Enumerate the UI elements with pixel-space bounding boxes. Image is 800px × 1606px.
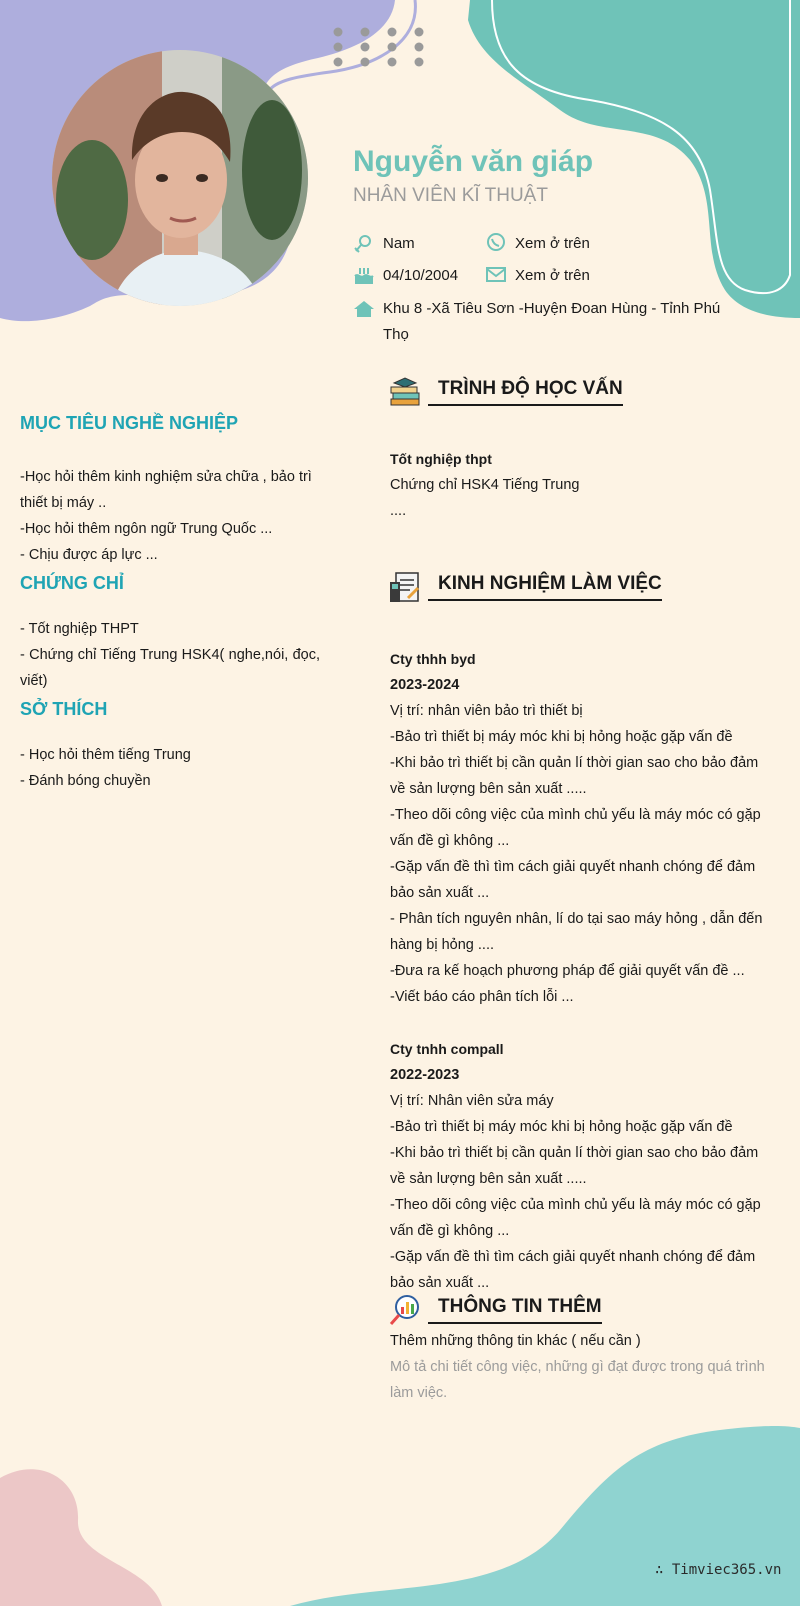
chart-magnifier-icon xyxy=(388,1293,422,1327)
job-company: Cty tnhh compall xyxy=(390,1041,504,1057)
info-address xyxy=(353,296,723,348)
job-line: -Bảo trì thiết bị máy móc khi bị hỏng hoặc gặp vấn đề xyxy=(390,729,733,745)
job-line: -Theo dõi công việc của mình chủ yếu là máy móc có gặp vấn đề gì không ... xyxy=(390,1197,761,1239)
home-icon xyxy=(353,298,375,320)
phone-icon xyxy=(485,232,507,254)
objective-line: -Học hỏi thêm kinh nghiệm sửa chữa , bảo trì thiết bị máy .. xyxy=(20,469,312,511)
education-heading xyxy=(388,375,623,409)
avatar-photo xyxy=(52,50,308,306)
job-title: NHÂN VIÊN KĨ THUẬT xyxy=(353,185,548,206)
education-line: .... xyxy=(390,503,407,519)
job-line: Vị trí: nhân viên bảo trì thiết bị xyxy=(390,703,583,719)
candidate-name: Nguyễn văn giáp xyxy=(353,145,594,178)
extra-line: Thêm những thông tin khác ( nếu cần ) xyxy=(390,1333,641,1349)
job-line: -Viết báo cáo phân tích lỗi ... xyxy=(390,989,574,1005)
books-icon xyxy=(388,375,422,409)
email-text: Xem ở trên xyxy=(515,266,590,284)
objective-title: MỤC TIÊU NGHỀ NGHIỆP xyxy=(20,413,239,433)
experience-section xyxy=(390,646,770,1296)
experience-title: KINH NGHIỆM LÀM VIỆC xyxy=(428,573,662,601)
info-birthday xyxy=(353,264,458,286)
extra-hint: Mô tả chi tiết công việc, những gì đạt được trong quá trình làm việc. xyxy=(390,1359,765,1401)
extra-section xyxy=(390,1328,775,1406)
left-column xyxy=(20,410,320,794)
job-line: -Theo dõi công việc của mình chủ yếu là máy móc có gặp vấn đề gì không ... xyxy=(390,807,761,849)
hobby-line: - Đánh bóng chuyền xyxy=(20,773,151,789)
job-line: Vị trí: Nhân viên sửa máy xyxy=(390,1093,554,1109)
info-email xyxy=(485,264,590,286)
email-icon xyxy=(485,264,507,286)
job-line: -Đưa ra kế hoạch phương pháp để giải quyết vấn đề ... xyxy=(390,963,745,979)
job-entry xyxy=(390,646,770,1010)
extra-title: THÔNG TIN THÊM xyxy=(428,1296,602,1324)
job-line: -Gặp vấn đề thì tìm cách giải quyết nhanh chóng để đảm bảo sản xuất ... xyxy=(390,859,756,901)
certificate-line: - Tốt nghiệp THPT xyxy=(20,621,139,637)
pink-blob xyxy=(0,1469,162,1606)
watermark: ∴ Timviec365.vn xyxy=(655,1562,782,1578)
address-text: Khu 8 -Xã Tiêu Sơn -Huyện Đoan Hùng - Tỉnh Phú Thọ xyxy=(383,300,721,343)
bottom-teal-blob xyxy=(290,1426,800,1606)
objective-line: - Chịu được áp lực ... xyxy=(20,547,158,563)
phone-text: Xem ở trên xyxy=(515,234,590,252)
extra-heading xyxy=(388,1293,602,1327)
job-line: - Phân tích nguyên nhân, lí do tại sao máy hỏng , dẫn đến hàng bị hỏng .... xyxy=(390,911,763,953)
job-period: 2023-2024 xyxy=(390,677,460,693)
avatar xyxy=(52,50,308,306)
job-entry xyxy=(390,1036,770,1296)
certificate-line: - Chứng chỉ Tiếng Trung HSK4( nghe,nói, đọc, viết) xyxy=(20,647,320,689)
education-title: TRÌNH ĐỘ HỌC VẤN xyxy=(428,378,623,406)
job-period: 2022-2023 xyxy=(390,1067,460,1083)
gender-icon xyxy=(353,232,375,254)
job-line: -Bảo trì thiết bị máy móc khi bị hỏng hoặc gặp vấn đề xyxy=(390,1119,733,1135)
job-line: -Khi bảo trì thiết bị cần quản lí thời gian sao cho bảo đảm về sản lượng bên sản xuất ..... xyxy=(390,755,759,797)
birthday-text: 04/10/2004 xyxy=(383,266,459,284)
info-gender xyxy=(353,232,415,254)
education-section xyxy=(390,446,770,524)
job-line: -Khi bảo trì thiết bị cần quản lí thời gian sao cho bảo đảm về sản lượng bên sản xuất ..... xyxy=(390,1145,759,1187)
gender-text: Nam xyxy=(383,234,415,252)
header-block xyxy=(353,142,783,210)
certificates-title: CHỨNG CHỈ xyxy=(20,573,124,593)
job-line: -Gặp vấn đề thì tìm cách giải quyết nhanh chóng để đảm bảo sản xuất ... xyxy=(390,1249,756,1291)
education-line: Chứng chỉ HSK4 Tiếng Trung xyxy=(390,477,580,493)
objective-line: -Học hỏi thêm ngôn ngữ Trung Quốc ... xyxy=(20,521,273,537)
birthday-cake-icon xyxy=(353,264,375,286)
job-company: Cty thhh byd xyxy=(390,651,476,667)
hobbies-title: SỞ THÍCH xyxy=(20,699,108,719)
info-phone xyxy=(485,232,590,254)
experience-heading xyxy=(388,570,662,604)
document-icon xyxy=(388,570,422,604)
education-school: Tốt nghiệp thpt xyxy=(390,451,492,467)
hobby-line: - Học hỏi thêm tiếng Trung xyxy=(20,747,191,763)
